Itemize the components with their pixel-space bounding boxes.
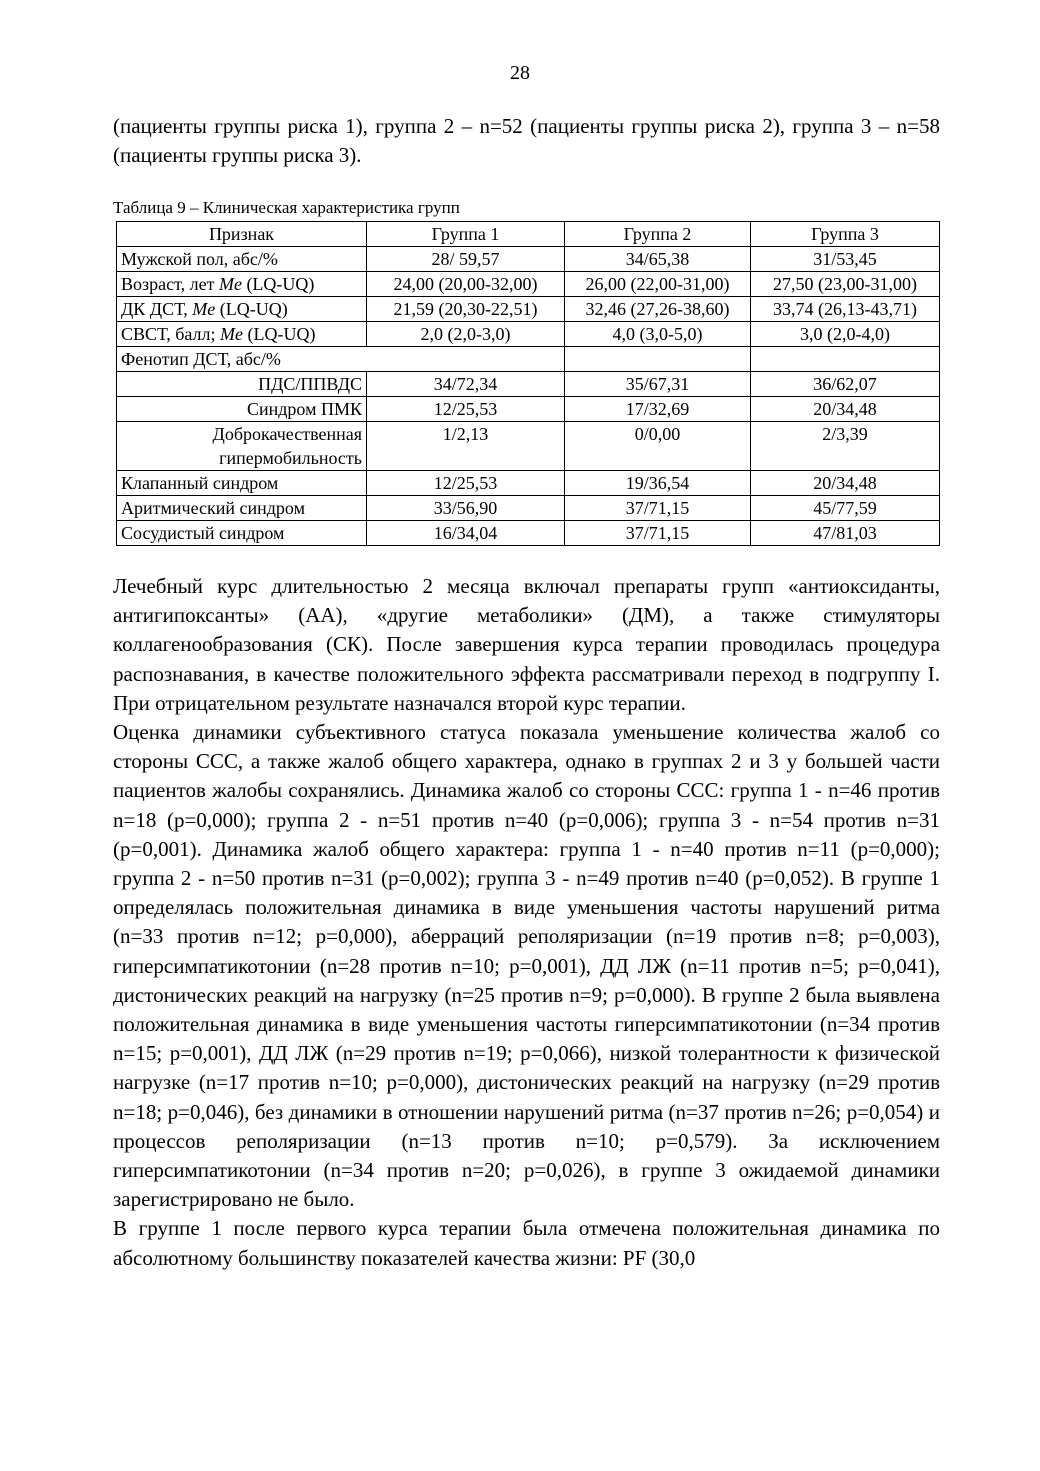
group1-cell: 12/25,53 [367, 397, 565, 422]
label-text: (LQ-UQ) [241, 274, 315, 294]
label-median: Me [192, 299, 216, 319]
group3-cell: 20/34,48 [751, 471, 940, 496]
intro-paragraph: (пациенты группы риска 1), группа 2 – n=52 (пациенты группы риска 2), группа 3 – n=58 (пациенты группы риска 3). [113, 114, 940, 168]
group1-cell: 21,59 (20,30-22,51) [367, 297, 565, 322]
row-label: Мужской пол, абс/% [117, 247, 367, 272]
section-label: Фенотип ДСТ, абс/% [117, 347, 565, 372]
group1-cell: 16/34,04 [367, 521, 565, 546]
label-text: ДК ДСТ, [121, 299, 193, 319]
label-line: гипермобильность [219, 448, 362, 468]
group2-cell: 37/71,15 [565, 496, 751, 521]
group2-cell: 26,00 (22,00-31,00) [565, 272, 751, 297]
table-row [117, 422, 940, 471]
row-label [117, 422, 367, 471]
table-header-row [117, 222, 940, 247]
table-row [117, 471, 940, 496]
header-cell: Группа 3 [751, 222, 940, 247]
row-label: Синдром ПМК [117, 397, 367, 422]
group1-cell: 12/25,53 [367, 471, 565, 496]
group2-cell: 35/67,31 [565, 372, 751, 397]
group2-cell: 19/36,54 [565, 471, 751, 496]
label-text: (LQ-UQ) [215, 299, 288, 319]
group1-cell: 24,00 (20,00-32,00) [367, 272, 565, 297]
group3-cell: 20/34,48 [751, 397, 940, 422]
label-median: Me [219, 324, 243, 344]
group2-cell: 37/71,15 [565, 521, 751, 546]
table-row [117, 347, 940, 372]
group1-cell: 33/56,90 [367, 496, 565, 521]
paragraph: Лечебный курс длительностью 2 месяца включал препараты групп «антиоксиданты, антигипоксанты» (АА), «другие метаболики» (ДМ), а также стимуляторы коллагенообразования (СК). После завершения курса терапии проводилась процедура распознавания, в качестве положительного эффекта рассматривали переход в подгруппу I. При отрицательном результате назначался второй курс терапии. [113, 574, 940, 715]
table-row [117, 297, 940, 322]
table-row [117, 272, 940, 297]
row-label: Сосудистый синдром [117, 521, 367, 546]
table-row [117, 397, 940, 422]
page-number: 28 [510, 62, 530, 84]
group1-cell: 2,0 (2,0-3,0) [367, 322, 565, 347]
group3-cell: 31/53,45 [751, 247, 940, 272]
group2-cell: 34/65,38 [565, 247, 751, 272]
group2-cell: 4,0 (3,0-5,0) [565, 322, 751, 347]
group1-cell: 28/ 59,57 [367, 247, 565, 272]
header-cell: Признак [117, 222, 367, 247]
label-text: Возраст, лет [121, 274, 219, 294]
table-row [117, 247, 940, 272]
header-cell: Группа 2 [565, 222, 751, 247]
group2-cell: 32,46 (27,26-38,60) [565, 297, 751, 322]
empty-cell [751, 347, 940, 372]
group1-cell: 34/72,34 [367, 372, 565, 397]
table-row [117, 322, 940, 347]
row-label: Аритмический синдром [117, 496, 367, 521]
label-line: Доброкачественная [212, 424, 362, 444]
clinical-characteristics-table [116, 221, 940, 546]
table-row [117, 372, 940, 397]
group3-cell: 36/62,07 [751, 372, 940, 397]
table-row [117, 521, 940, 546]
row-label: Клапанный синдром [117, 471, 367, 496]
group3-cell: 47/81,03 [751, 521, 940, 546]
group2-cell: 17/32,69 [565, 397, 751, 422]
row-label [117, 322, 367, 347]
group3-cell: 33,74 (26,13-43,71) [751, 297, 940, 322]
paragraph: Оценка динамики субъективного статуса показала уменьшение количества жалоб со стороны ССС, а также жалоб общего характера, однако в группах 2 и 3 у большей части пациентов жалобы сохранялись. Динамика жалоб со стороны ССС: группа 1 - n=46 против n=18 (p=0,000); группа 2 - n=51 против n=40 (p=0,006); группа 3 - n=54 против n=31 (p=0,001). Динамика жалоб общего характера: группа 1 - n=40 против n=11 (p=0,000); группа 2 - n=50 против n=31 (p=0,002); группа 3 - n=49 против n=40 (p=0,052). В группе 1 определялась положительная динамика в виде уменьшения частоты нарушений ритма (n=33 против n=12; p=0,000), аберраций реполяризации (n=19 против n=8; p=0,003), гиперсимпатикотонии (n=28 против n=10; p=0,001), ДД ЛЖ (n=11 против n=5; p=0,041), дистонических реакций на нагрузку (n=25 против n=9; p=0,000). В группе 2 была выявлена положительная динамика в виде уменьшения частоты гиперсимпатикотонии (n=34 против n=15; p=0,001), ДД ЛЖ (n=29 против n=19; p=0,066), низкой толерантности к физической нагрузке (n=17 против n=10; p=0,000), дистонических реакций на нагрузку (n=29 против n=18; p=0,046), без динамики в отношении нарушений ритма (n=37 против n=26; p=0,054) и процессов реполяризации (n=13 против n=10; p=0,579). За исключением гиперсимпатикотонии (n=34 против n=20; p=0,026), в группе 3 ожидаемой динамики зарегистрировано не было. [113, 720, 940, 1212]
group3-cell: 2/3,39 [751, 422, 940, 471]
row-label: ПДС/ППВДС [117, 372, 367, 397]
row-label [117, 272, 367, 297]
label-text: (LQ-UQ) [242, 324, 316, 344]
label-text: СВСТ, балл; [121, 324, 220, 344]
group3-cell: 3,0 (2,0-4,0) [751, 322, 940, 347]
group3-cell: 27,50 (23,00-31,00) [751, 272, 940, 297]
label-median: Me [218, 274, 242, 294]
group3-cell: 45/77,59 [751, 496, 940, 521]
paragraph: В группе 1 после первого курса терапии была отмечена положительная динамика по абсолютному большинству показателей качества жизни: PF (30,0 [113, 1216, 940, 1270]
body-text [113, 572, 940, 1273]
group1-cell: 1/2,13 [367, 422, 565, 471]
group2-cell: 0/0,00 [565, 422, 751, 471]
row-label [117, 297, 367, 322]
header-cell: Группа 1 [367, 222, 565, 247]
table-caption: Таблица 9 – Клиническая характеристика групп [113, 198, 460, 217]
empty-cell [565, 347, 751, 372]
table-row [117, 496, 940, 521]
